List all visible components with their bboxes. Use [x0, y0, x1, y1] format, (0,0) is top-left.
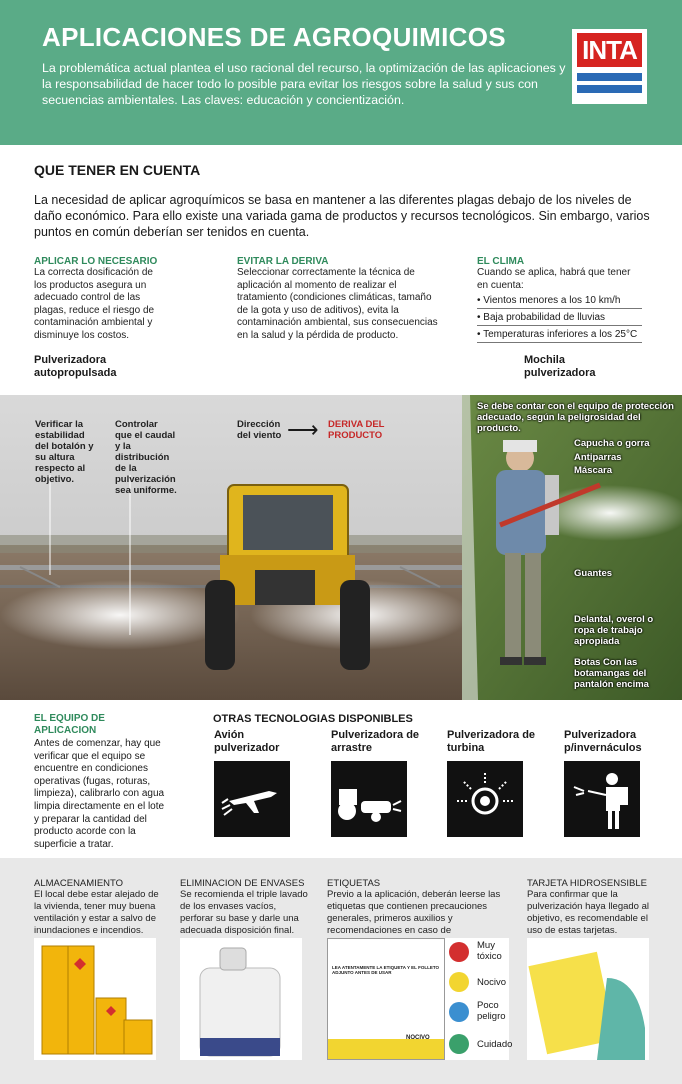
label-mochila: Mochila pulverizadora	[524, 354, 596, 379]
container-image	[180, 938, 302, 1060]
arrow-right-icon: ⟶	[287, 417, 319, 442]
ppe-botas: Botas Con las botamangas del pantalón encima	[574, 657, 649, 690]
note-caudal: Controlar que el caudal y la distribución de la pulverización sea uniforme.	[115, 419, 177, 496]
inta-logo	[572, 29, 647, 104]
bottom-heading: ALMACENAMIENTO	[34, 878, 124, 889]
bottom-heading: TARJETA HIDROSENSIBLE	[527, 878, 648, 889]
tech-item-arrastre	[331, 729, 421, 837]
ppe-mascara: Máscara	[574, 465, 613, 476]
equipo-heading: EL EQUIPO DE APLICACION	[34, 713, 105, 736]
toxicity-label: Muy tóxico	[477, 940, 502, 962]
backpack-sprayer-icon	[564, 761, 640, 837]
note-botalon: Verificar la estabilidad del botalón y su altura respecto al objetivo.	[35, 419, 94, 485]
tech-label: Pulverizadora p/invernáculos	[564, 729, 642, 754]
page-title: APLICACIONES DE AGROQUIMICOS	[42, 22, 506, 52]
column-heading: EVITAR LA DERIVA	[237, 256, 329, 267]
tech-item-invernaculos	[564, 729, 659, 837]
tech-item-turbina	[447, 729, 537, 837]
toxicity-label: Nocivo	[477, 977, 507, 988]
clima-list	[477, 292, 642, 343]
spraying-scene	[0, 395, 682, 700]
label-warning-line: LEA ATENTAMENTE LA ETIQUETA Y EL FOLLETO ADJUNTO ANTES DE USAR	[332, 965, 440, 975]
clima-item: • Baja probabilidad de lluvias	[477, 309, 642, 326]
tech-heading: OTRAS TECNOLOGIAS DISPONIBLES	[213, 713, 413, 725]
bottom-heading: ELIMINACION DE ENVASES	[180, 878, 305, 889]
ppe-antiparras: Antiparras	[574, 452, 622, 463]
column-aplicar	[34, 256, 159, 342]
column-text: La correcta dosificación de los productos asegura un adecuado control de las plagas, reduce el riesgo de contaminación ambiental y disminuye los costos.	[34, 267, 155, 341]
bottom-almacenamiento	[34, 878, 164, 937]
toxicity-label: Poco peligro	[477, 1000, 506, 1022]
bottom-text: Se recomienda el triple lavado de los envases vacíos, perforar su base y darle una adecuada disposición final.	[180, 889, 308, 936]
section-intro: La necesidad de aplicar agroquímicos se basa en mantener a las diferentes plagas debajo de los niveles de daño económico. Para ello existe una variada gama de productos y recursos tecnológicos. Sin embargo, varios puntos en común deberían ser tenidos en cuenta.	[34, 193, 650, 239]
airplane-icon	[214, 761, 290, 837]
logo-text: INTA	[577, 33, 642, 67]
note-viento: Dirección del viento	[237, 419, 282, 441]
bottom-text: Previo a la aplicación, deberán leerse las etiquetas que contienen precauciones generales, primeros auxilios y recomendaciones en caso de	[327, 889, 501, 936]
product-label-image	[327, 938, 513, 1060]
bottom-text: El local debe estar alejado de la vivienda, tener muy buena ventilación y estar a salvo de inundaciones e incendios.	[34, 889, 159, 936]
bottom-tarjeta	[527, 878, 652, 937]
tech-label: Avión pulverizador	[214, 729, 280, 754]
tech-item-avion	[214, 729, 294, 837]
note-deriva: DERIVA DEL PRODUCTO	[328, 419, 385, 441]
note-equipo-proteccion: Se debe contar con el equipo de protección adecuado, según la peligrosidad del producto.	[477, 401, 674, 434]
toxicity-dot	[449, 1002, 469, 1022]
clima-item: • Temperaturas inferiores a los 25°C	[477, 326, 642, 343]
page-subtitle: La problemática actual plantea el uso racional del recurso, la optimización de las aplicaciones y la responsabilidad de hacer todo lo posible para evitar los riesgos sobre la salud y sus con secuencias ambientales. Las claves: educación y concientización.	[42, 61, 566, 107]
tractor-trailer-icon	[331, 761, 407, 837]
column-text: Cuando se aplica, habrá que tener en cuenta:	[477, 267, 631, 291]
bottom-envases	[180, 878, 310, 937]
tech-label: Pulverizadora de turbina	[447, 729, 536, 754]
storage-cabinet-image	[34, 938, 156, 1060]
ppe-delantal: Delantal, overol o ropa de trabajo apropiada	[574, 614, 654, 647]
turbine-sprayer-icon	[447, 761, 523, 837]
column-deriva	[237, 256, 442, 342]
toxicity-dot	[449, 942, 469, 962]
label-pulverizadora: Pulverizadora autopropulsada	[34, 354, 117, 379]
label-nocivo: NOCIVO	[406, 1035, 430, 1041]
equipo-text: Antes de comenzar, hay que verificar que el equipo se encuentre en condiciones operativas (fugas, roturas, limpieza), calibrarlo con agua limpia directamente en el lote y preparar la cantidad del producto acorde con la superficie a tratar.	[34, 738, 165, 850]
toxicity-label: Cuidado	[477, 1039, 513, 1050]
section-title: QUE TENER EN CUENTA	[34, 162, 201, 178]
column-text: Seleccionar correctamente la técnica de aplicación al momento de realizar el tratamiento (condiciones climáticas, tamaño de la gota y uso de aditivos), evita la contaminación ambiental, sus consecuencias en la salud y la pérdida de producto.	[237, 267, 438, 341]
water-sensitive-card-image	[527, 938, 649, 1060]
column-clima	[477, 256, 642, 343]
bottom-heading: ETIQUETAS	[327, 878, 381, 889]
bottom-text: Para confirmar que la pulverización haya llegado al objetivo, es recomendable el uso de estas tarjetas.	[527, 889, 649, 936]
ppe-guantes: Guantes	[574, 568, 613, 579]
column-heading: EL CLIMA	[477, 256, 525, 267]
ppe-capucha: Capucha o gorra	[574, 438, 650, 449]
tech-label: Pulverizadora de arrastre	[331, 729, 420, 754]
toxicity-dot	[449, 1034, 469, 1054]
clima-item: • Vientos menores a los 10 km/h	[477, 292, 642, 309]
toxicity-dot	[449, 972, 469, 992]
column-heading: APLICAR LO NECESARIO	[34, 256, 158, 267]
